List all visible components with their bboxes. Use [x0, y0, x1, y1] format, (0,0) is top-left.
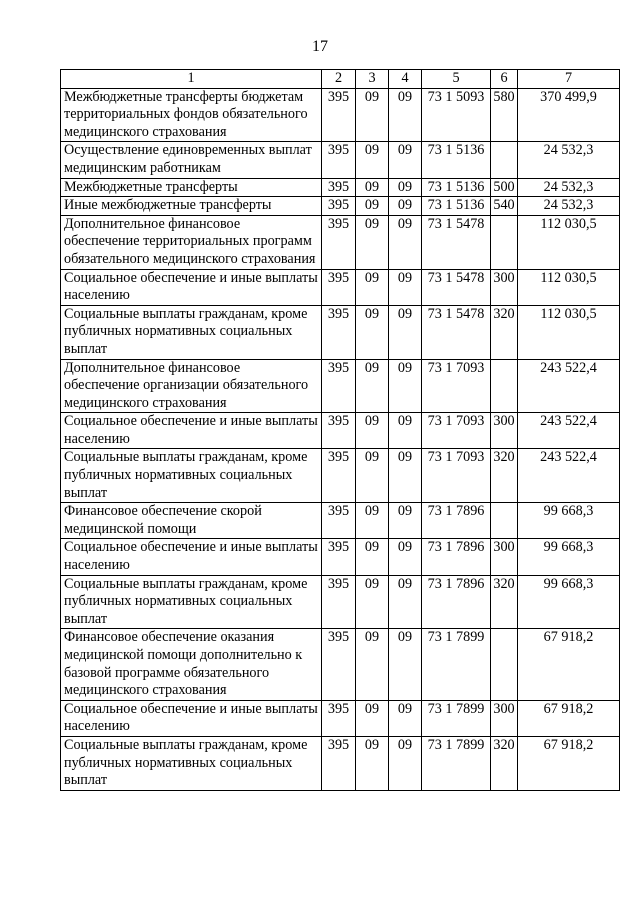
ministry-code-cell: 395	[322, 197, 356, 216]
section-code-cell: 09	[356, 539, 389, 575]
expense-name-cell: Социальные выплаты гражданам, кроме публичных нормативных социальных выплат	[61, 736, 322, 790]
target-article-cell: 73 1 7093	[422, 359, 491, 413]
header-cell: 5	[422, 70, 491, 89]
expense-name-cell: Дополнительное финансовое обеспечение организации обязательного медицинского страхования	[61, 359, 322, 413]
table-row	[61, 736, 620, 790]
ministry-code-cell: 395	[322, 539, 356, 575]
target-article-cell: 73 1 7093	[422, 413, 491, 449]
expense-name-cell: Социальные выплаты гражданам, кроме публичных нормативных социальных выплат	[61, 575, 322, 629]
subsection-code-cell: 09	[389, 215, 422, 269]
table-row	[61, 503, 620, 539]
expense-type-cell: 500	[491, 178, 518, 197]
target-article-cell: 73 1 7899	[422, 700, 491, 736]
table-row	[61, 269, 620, 305]
ministry-code-cell: 395	[322, 305, 356, 359]
expense-type-cell: 320	[491, 449, 518, 503]
ministry-code-cell: 395	[322, 449, 356, 503]
table-row	[61, 88, 620, 142]
amount-cell: 112 030,5	[518, 269, 620, 305]
expense-type-cell: 300	[491, 413, 518, 449]
amount-cell: 67 918,2	[518, 629, 620, 700]
subsection-code-cell: 09	[389, 449, 422, 503]
expense-type-cell	[491, 629, 518, 700]
section-code-cell: 09	[356, 449, 389, 503]
amount-cell: 99 668,3	[518, 503, 620, 539]
subsection-code-cell: 09	[389, 539, 422, 575]
expense-name-cell: Социальное обеспечение и иные выплаты населению	[61, 539, 322, 575]
section-code-cell: 09	[356, 359, 389, 413]
section-code-cell: 09	[356, 575, 389, 629]
subsection-code-cell: 09	[389, 503, 422, 539]
subsection-code-cell: 09	[389, 700, 422, 736]
section-code-cell: 09	[356, 178, 389, 197]
amount-cell: 24 532,3	[518, 178, 620, 197]
subsection-code-cell: 09	[389, 575, 422, 629]
section-code-cell: 09	[356, 503, 389, 539]
amount-cell: 67 918,2	[518, 700, 620, 736]
subsection-code-cell: 09	[389, 178, 422, 197]
amount-cell: 24 532,3	[518, 197, 620, 216]
ministry-code-cell: 395	[322, 142, 356, 178]
header-cell: 4	[389, 70, 422, 89]
target-article-cell: 73 1 5478	[422, 269, 491, 305]
expense-name-cell: Социальное обеспечение и иные выплаты населению	[61, 413, 322, 449]
amount-cell: 112 030,5	[518, 215, 620, 269]
budget-table	[60, 69, 620, 791]
target-article-cell: 73 1 7899	[422, 736, 491, 790]
expense-name-cell: Социальное обеспечение и иные выплаты населению	[61, 700, 322, 736]
subsection-code-cell: 09	[389, 305, 422, 359]
amount-cell: 24 532,3	[518, 142, 620, 178]
amount-cell: 99 668,3	[518, 575, 620, 629]
amount-cell: 243 522,4	[518, 413, 620, 449]
ministry-code-cell: 395	[322, 736, 356, 790]
expense-name-cell: Социальное обеспечение и иные выплаты населению	[61, 269, 322, 305]
subsection-code-cell: 09	[389, 359, 422, 413]
expense-type-cell: 320	[491, 575, 518, 629]
ministry-code-cell: 395	[322, 88, 356, 142]
amount-cell: 243 522,4	[518, 449, 620, 503]
target-article-cell: 73 1 5093	[422, 88, 491, 142]
target-article-cell: 73 1 7896	[422, 503, 491, 539]
subsection-code-cell: 09	[389, 413, 422, 449]
expense-name-cell: Социальные выплаты гражданам, кроме публичных нормативных социальных выплат	[61, 305, 322, 359]
ministry-code-cell: 395	[322, 700, 356, 736]
section-code-cell: 09	[356, 142, 389, 178]
subsection-code-cell: 09	[389, 88, 422, 142]
target-article-cell: 73 1 7093	[422, 449, 491, 503]
table-row	[61, 197, 620, 216]
expense-type-cell	[491, 359, 518, 413]
header-cell: 2	[322, 70, 356, 89]
header-cell: 6	[491, 70, 518, 89]
amount-cell: 112 030,5	[518, 305, 620, 359]
amount-cell: 67 918,2	[518, 736, 620, 790]
ministry-code-cell: 395	[322, 629, 356, 700]
ministry-code-cell: 395	[322, 269, 356, 305]
section-code-cell: 09	[356, 629, 389, 700]
section-code-cell: 09	[356, 215, 389, 269]
subsection-code-cell: 09	[389, 142, 422, 178]
section-code-cell: 09	[356, 269, 389, 305]
ministry-code-cell: 395	[322, 359, 356, 413]
expense-name-cell: Иные межбюджетные трансферты	[61, 197, 322, 216]
expense-name-cell: Дополнительное финансовое обеспечение территориальных программ обязательного медицинского страхования	[61, 215, 322, 269]
table-row	[61, 449, 620, 503]
table-row	[61, 142, 620, 178]
section-code-cell: 09	[356, 197, 389, 216]
table-row	[61, 539, 620, 575]
header-row	[61, 70, 620, 89]
expense-name-cell: Социальные выплаты гражданам, кроме публичных нормативных социальных выплат	[61, 449, 322, 503]
table-row	[61, 413, 620, 449]
table-row	[61, 215, 620, 269]
ministry-code-cell: 395	[322, 413, 356, 449]
target-article-cell: 73 1 7896	[422, 575, 491, 629]
subsection-code-cell: 09	[389, 197, 422, 216]
expense-name-cell: Осуществление единовременных выплат медицинским работникам	[61, 142, 322, 178]
subsection-code-cell: 09	[389, 269, 422, 305]
target-article-cell: 73 1 5478	[422, 215, 491, 269]
header-cell: 7	[518, 70, 620, 89]
table-row	[61, 359, 620, 413]
expense-name-cell: Межбюджетные трансферты бюджетам территориальных фондов обязательного медицинского страхования	[61, 88, 322, 142]
expense-name-cell: Межбюджетные трансферты	[61, 178, 322, 197]
target-article-cell: 73 1 5478	[422, 305, 491, 359]
target-article-cell: 73 1 7896	[422, 539, 491, 575]
subsection-code-cell: 09	[389, 629, 422, 700]
amount-cell: 243 522,4	[518, 359, 620, 413]
expense-name-cell: Финансовое обеспечение скорой медицинской помощи	[61, 503, 322, 539]
header-cell: 3	[356, 70, 389, 89]
table-row	[61, 700, 620, 736]
expense-type-cell	[491, 142, 518, 178]
expense-type-cell: 320	[491, 736, 518, 790]
ministry-code-cell: 395	[322, 178, 356, 197]
expense-type-cell	[491, 215, 518, 269]
target-article-cell: 73 1 5136	[422, 178, 491, 197]
header-cell: 1	[61, 70, 322, 89]
ministry-code-cell: 395	[322, 575, 356, 629]
target-article-cell: 73 1 5136	[422, 197, 491, 216]
target-article-cell: 73 1 5136	[422, 142, 491, 178]
section-code-cell: 09	[356, 736, 389, 790]
expense-type-cell: 540	[491, 197, 518, 216]
section-code-cell: 09	[356, 700, 389, 736]
expense-type-cell: 300	[491, 700, 518, 736]
target-article-cell: 73 1 7899	[422, 629, 491, 700]
table-row	[61, 178, 620, 197]
amount-cell: 370 499,9	[518, 88, 620, 142]
expense-type-cell	[491, 503, 518, 539]
table-row	[61, 629, 620, 700]
table-row	[61, 305, 620, 359]
amount-cell: 99 668,3	[518, 539, 620, 575]
section-code-cell: 09	[356, 305, 389, 359]
expense-type-cell: 580	[491, 88, 518, 142]
expense-type-cell: 300	[491, 269, 518, 305]
ministry-code-cell: 395	[322, 503, 356, 539]
table-row	[61, 575, 620, 629]
ministry-code-cell: 395	[322, 215, 356, 269]
section-code-cell: 09	[356, 413, 389, 449]
expense-type-cell: 320	[491, 305, 518, 359]
page-number: 17	[312, 38, 328, 55]
subsection-code-cell: 09	[389, 736, 422, 790]
expense-type-cell: 300	[491, 539, 518, 575]
expense-name-cell: Финансовое обеспечение оказания медицинской помощи дополнительно к базовой программе обязательного медицинского страхования	[61, 629, 322, 700]
section-code-cell: 09	[356, 88, 389, 142]
